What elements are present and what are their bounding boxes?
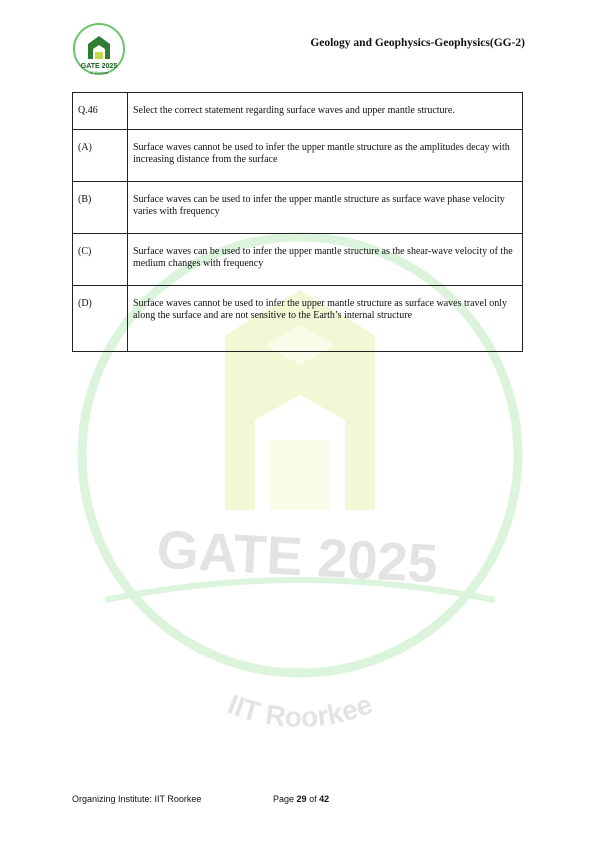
question-number: Q.46 (73, 93, 128, 130)
logo-title: GATE 2025 (80, 63, 118, 70)
option-label-b: (B) (73, 182, 128, 234)
option-row-a (73, 130, 523, 182)
watermark-title: GATE 2025 (155, 519, 440, 595)
question-table (72, 92, 523, 352)
option-row-c (73, 234, 523, 286)
page-total: 42 (319, 794, 330, 804)
option-label-d: (D) (73, 286, 128, 352)
question-text: Select the correct statement regarding surface waves and upper mantle structure. (128, 93, 523, 130)
page-prefix: Page (273, 794, 295, 804)
option-label-a: (A) (73, 130, 128, 182)
logo-subtitle: IIT Roorkee (89, 71, 109, 75)
organizing-institute: Organizing Institute: IIT Roorkee (72, 794, 202, 804)
option-text-b: Surface waves can be used to infer the upper mantle structure as surface wave phase velocity varies with frequency (128, 182, 523, 234)
option-text-d: Surface waves cannot be used to infer the upper mantle structure as surface waves travel only along the surface and are not sensitive to the Earth’s internal structure (128, 286, 523, 352)
option-label-c: (C) (73, 234, 128, 286)
watermark-subtitle: IIT Roorkee (223, 688, 377, 733)
page-current: 29 (296, 794, 307, 804)
page-number (273, 794, 329, 804)
gate-2025-logo (68, 22, 130, 78)
option-text-a: Surface waves cannot be used to infer the upper mantle structure as the amplitudes decay with increasing distance from the surface (128, 130, 523, 182)
paper-title: Geology and Geophysics-Geophysics(GG-2) (310, 37, 525, 49)
question-row (73, 93, 523, 130)
page-of: of (309, 794, 317, 804)
option-row-b (73, 182, 523, 234)
option-text-c: Surface waves can be used to infer the upper mantle structure as the shear-wave velocity of the medium changes with frequency (128, 234, 523, 286)
option-row-d (73, 286, 523, 352)
